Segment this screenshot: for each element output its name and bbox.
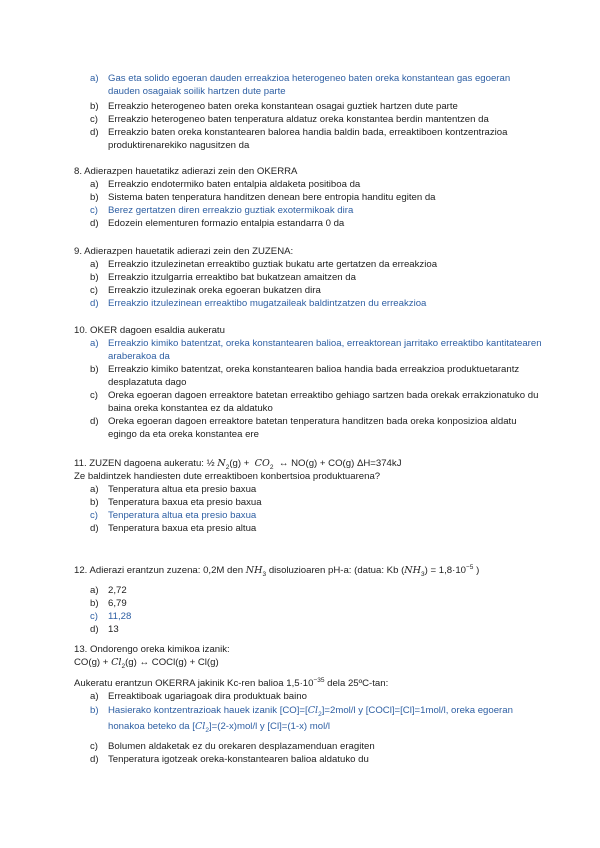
option-7b: b) Erreakzio heterogeneo baten oreka konstantean osagai guztiek hartzen dute parte [90,101,458,112]
question-8-title: 8. Adierazpen hauetatikz adierazi zein den OKERRA [74,166,298,177]
option-12a: a) 2,72 [90,585,127,596]
question-8 [74,165,544,230]
question-11-title: 11. ZUZEN dagoena aukeratu: ½ $N_2(g) + CO_2$ ↔ NO(g) + CO(g) ΔH=374kJ [74,458,402,471]
option-10c: c) Oreka egoeran dagoen erreaktore batetan erreaktibo gehiago sartzen bada orekak errakzionatuko du baina oreka konstantea ez da aldatuko [90,390,539,414]
question-13 [74,643,544,766]
option-13b: b) Hasierako kontzentrazioak hauek izanik $[CO]=[Cl_2]=2mol/l$ y [COCl]=[Cl]=1mol/l, oreka egoeran honakoa beteko da $[Cl_2]=(2-x)mol/l$ y [Cl]=(1-x) mol/l [90,705,513,734]
option-10d: d) Oreka egoeran dagoen erreaktore batetan tenperatura handitzen bada oreka konposizioa aldatu egingo da eta oreka konstantea ere [90,416,517,440]
question-13-title: 13. Ondorengo oreka kimikoa izanik: [74,644,230,655]
option-9c: c) Erreakzio itzulezinak oreka egoeran bukatzen dira [90,285,321,296]
question-10-title: 10. OKER dagoen esaldia aukeratu [74,325,225,336]
question-11-text: Ze baldintzek handiesten dute erreaktiboen konbertsioa produktuarena? [74,471,381,482]
option-7a: a) Gas eta solido egoeran dauden erreakzioa heterogeneo baten oreka konstantean gas egoeran dauden osagaiak soilik hartzen dute parte [90,73,511,97]
question-10 [74,324,544,441]
question-13-text: Aukeratu erantzun OKERRA jakinik Kc-ren balioa $1,5\cdot 10^{-35}$ dela 25ºC-tan: [74,676,389,689]
option-8a: a) Erreakzio endotermiko baten entalpia aldaketa positiboa da [90,179,361,190]
option-9d: d) Erreakzio itzulezinean erreaktibo mugatzaileak baldintzatzen du erreakzioa [90,298,427,309]
option-7d: d) Erreakzio baten oreka konstantearen balorea handia baldin bada, erreaktiboen kontzentrazioa produktirenarekiko nagusitzen da [90,127,508,151]
option-11c: c) Tenperatura altua eta presio baxua [90,510,257,521]
option-7c: c) Erreakzio heterogeneo baten tenperatura aldatuz oreka konstantea berdin mantentzen da [90,114,489,125]
option-13c: c) Bolumen aldaketak ez du orekaren desplazamenduan eragiten [90,741,375,752]
option-9b: b) Erreakzio itzulgarria erreaktibo bat bukatzean amaitzen da [90,272,356,283]
question-7 [74,72,544,152]
option-10b: b) Erreakzio kimiko batentzat, oreka konstantearen balioa handia bada erreakzioa produktuetarantz desplazatuta dago [90,364,520,388]
question-12 [74,564,544,636]
option-12c: c) 11,28 [90,611,132,622]
question-11 [74,457,544,535]
option-8c: c) Berez gertatzen diren erreakzio guztiak exotermikoak dira [90,205,354,216]
question-9-title: 9. Adierazpen hauetatik adierazi zein den ZUZENA: [74,246,294,257]
option-12b: b) 6,79 [90,598,127,609]
option-8d: d) Edozein elementuren formazio entalpia estandarra 0 da [90,218,345,229]
question-13-equation: $CO(g) + Cl_2(g)$ ↔ COCl(g) + Cl(g) [74,657,219,670]
option-11d: d) Tenperatura baxua eta presio altua [90,523,257,534]
question-9 [74,245,544,310]
option-10a: a) Erreakzio kimiko batentzat, oreka konstantearen balioa, erreaktorean jarritako erreaktibo kantitatearen araberakoa da [90,338,542,362]
question-12-title: 12. Adierazi erantzun zuzena: 0,2M den $NH_3$ disoluzioaren pH-a: (datua: Kb $(NH_3) = 1,8\cdot 10^{-5}$ ) [74,563,480,578]
option-13d: d) Tenperatura igotzeak oreka-konstantearen balioa aldatuko du [90,754,369,765]
option-11b: b) Tenperatura baxua eta presio baxua [90,497,262,508]
option-13a: a) Erreaktiboak ugariagoak dira produktuak baino [90,691,307,702]
option-9a: a) Erreakzio itzulezinetan erreaktibo guztiak bukatu arte gertatzen da erreakzioa [90,259,438,270]
option-11a: a) Tenperatura altua eta presio baxua [90,484,257,495]
option-8b: b) Sistema baten tenperatura handitzen denean bere entropia handitu egiten da [90,192,436,203]
option-12d: d) 13 [90,624,119,635]
